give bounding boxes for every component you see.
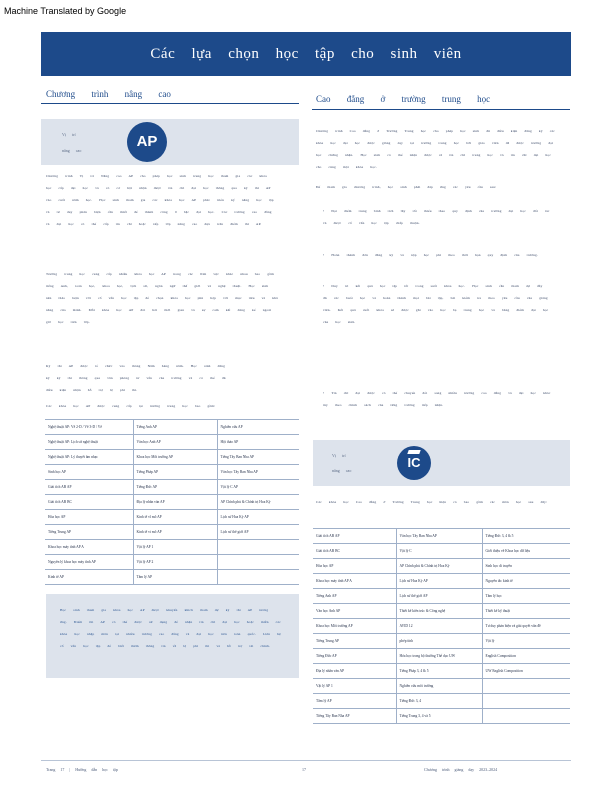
table-cell: AP Chính phủ & Chính trị Hoa Kỳ: [217, 495, 299, 510]
table-cell: Nguyên lý khoa học máy tính AP: [45, 555, 133, 570]
table-cell: Lịch sử thế giới AP: [396, 589, 482, 604]
table-cell: Vật lý AP 1: [313, 679, 396, 694]
table-cell: [482, 679, 570, 694]
table-cell: Vật lý AP 2: [133, 555, 217, 570]
ic-logo-text: IC: [407, 455, 421, 470]
ic-courses-table: [313, 528, 570, 724]
page-number: 17: [302, 767, 306, 772]
left-heading-rule: [41, 103, 299, 104]
table-cell: Địa lý nhân văn AP: [313, 664, 396, 679]
right-paragraph-1: Chương trình Cao đẳng ở Trường Trung học cho phép học sinh đủ điều kiện đăng ký các khóa học đại học được giảng dạy tại trường trung học bởi giáo viên đã được trường đại học chứng nhận. Học sinh có thể nhận được cả tín chỉ trung học và tín chỉ đại học cho cùng một khóa học.: [316, 129, 555, 169]
right-heading-rule: [312, 109, 570, 110]
table-cell: Thiết kế kỹ thuật: [482, 604, 570, 619]
table-cell: Tâm lý AP: [313, 694, 396, 709]
table-cell: Tiếng Đức AP: [313, 649, 396, 664]
table-row: [45, 450, 299, 465]
table-cell: [217, 555, 299, 570]
table-cell: Kinh tế vi mô AP: [133, 525, 217, 540]
table-row: [313, 679, 570, 694]
left-paragraph-2: Trường trung học cung cấp nhiều khóa học AP trong các lĩnh vực khác nhau bao gồm tiếng Anh, toán học, khoa học, lịch sử, ngôn ngữ thế giới và nghệ thuật. Học sinh nên thảo luận với cố vấn học tập để chọn khóa học phù hợp với mục tiêu và khả năng của mình. Mỗi khóa học AP đòi hỏi thời gian và sự cam kết đáng kể ngoài giờ học trên lớp.: [46, 272, 278, 324]
table-row: [45, 510, 299, 525]
table-cell: Kinh tế AP: [45, 570, 133, 585]
table-cell: Tư duy phản biện và giải quyết vấn đề: [482, 619, 570, 634]
table-row: [45, 570, 299, 585]
table-cell: Văn học Tây Ban Nha AP: [217, 465, 299, 480]
table-cell: Kinh tế vĩ mô AP: [133, 510, 217, 525]
table-cell: Hóa học AP: [313, 559, 396, 574]
table-cell: Lịch sử Hoa Kỳ AP: [396, 574, 482, 589]
ic-header-box: [313, 440, 570, 486]
table-row: [313, 664, 570, 679]
table-cell: [482, 694, 570, 709]
table-row: [45, 465, 299, 480]
table-row: [313, 589, 570, 604]
table-cell: Nguyên tắc kinh tế: [482, 574, 570, 589]
ic-box-label-2: nâng cao: [332, 468, 352, 473]
footer-right: Chương trình giảng dạy 2023–2024: [424, 767, 498, 772]
table-cell: Tiếng Trung AP: [313, 634, 396, 649]
table-cell: Tiếng Đức 3, 4 & 5: [482, 529, 570, 544]
page-title: Các lựa chọn học tập cho sinh viên: [41, 32, 571, 76]
table-cell: Khoa học Môi trường AP: [133, 450, 217, 465]
table-cell: Tiếng Trung AP: [45, 525, 133, 540]
table-cell: UW English Composition: [482, 664, 570, 679]
left-paragraph-3: Kỳ thi AP được tổ chức vào tháng Năm hàng năm. Học sinh đăng ký kỳ thi thông qua văn phòng tư vấn của trường và có thể đủ điều kiện nhận hỗ trợ lệ phí thi.: [46, 364, 226, 392]
table-cell: Tiếng Trung 3, 4 và 5: [396, 709, 482, 724]
table-cell: Tiếng Anh AP: [133, 420, 217, 435]
right-bullet-3: • Duy trì kết quả học tập tốt trong suốt khóa học. Học sinh cần tham dự đầy đủ các buổi học và hoàn thành mọi bài tập, bài kiểm tra theo yêu cầu của giảng viên. Kết quả cuối khóa sẽ được ghi vào học bạ trung học và bảng điểm đại học của học sinh.: [323, 284, 549, 324]
table-cell: Sinh học AP: [45, 465, 133, 480]
table-cell: Tiếng Đức 3, 4: [396, 694, 482, 709]
table-cell: Giải tích AB AP: [45, 480, 133, 495]
table-cell: Khoa học máy tính AP A: [313, 574, 396, 589]
table-cell: Tiếng Pháp 3, 4 & 5: [396, 664, 482, 679]
table-row: [45, 480, 299, 495]
table-cell: Giải tích AB BC: [45, 495, 133, 510]
table-cell: Địa lý nhân văn AP: [133, 495, 217, 510]
table-row: [45, 555, 299, 570]
table-cell: Nghệ thuật AP: Lịch sử nghệ thuật: [45, 435, 133, 450]
table-row: [45, 525, 299, 540]
ap-courses-table: [45, 419, 299, 585]
table-row: [45, 435, 299, 450]
table-cell: Lịch sử Hoa Kỳ AP: [217, 510, 299, 525]
ap-box-label-1: Vị trí: [62, 132, 76, 137]
table-row: [45, 540, 299, 555]
table-row: [45, 495, 299, 510]
table-row: [313, 529, 570, 544]
left-section-heading: Chương trình nâng cao: [46, 89, 171, 99]
table-cell: Vật lý AP 1: [133, 540, 217, 555]
table-cell: Khoa học Môi trường AP: [313, 619, 396, 634]
ap-box-label-2: nâng cao: [62, 148, 82, 153]
table-cell: AP Chính phủ & Chính trị Hoa Kỳ: [396, 559, 482, 574]
right-bullet-1: • Đạt điểm trung bình tích lũy tối thiểu theo quy định của trường đại học đối tác và được cố vấn học tập chấp thuận.: [323, 209, 550, 225]
table-row: [313, 574, 570, 589]
table-row: [313, 619, 570, 634]
table-cell: English Composition: [482, 649, 570, 664]
table-cell: Giải tích AB AP: [313, 529, 396, 544]
table-cell: Hóa học trong bộ thường Thể dục UW: [396, 649, 482, 664]
table-row: [313, 649, 570, 664]
table-cell: Tiếng Pháp AP: [133, 465, 217, 480]
left-paragraph-4: Các khóa học AP được cung cấp tại trường trung học bao gồm:: [46, 404, 216, 408]
table-cell: Tâm lý AP: [133, 570, 217, 585]
ap-logo-icon: AP: [127, 122, 167, 162]
right-bullet-4: • Tín chỉ đạt được có thể chuyển đổi sang nhiều trường cao đẳng và đại học khác tùy theo chính sách của từng trường tiếp nhận.: [323, 391, 551, 407]
ap-note-text: Học sinh tham gia khóa học AP được khuyến khích tham dự kỳ thi AP tương ứng. Điểm thi AP có thể được sử dụng để nhận tín chỉ đại học hoặc miễn các khóa học nhập môn tại nhiều trường cao đẳng và đại học trên toàn quốc. Liên hệ cố vấn học tập để biết thêm thông tin về lệ phí thi và hỗ trợ tài chính.: [60, 608, 281, 648]
table-cell: Lịch sử thế giới AP: [217, 525, 299, 540]
table-cell: phép tính: [396, 634, 482, 649]
table-row: [313, 604, 570, 619]
table-cell: Sinh học di truyền: [482, 559, 570, 574]
table-cell: Tiếng Anh AP: [313, 589, 396, 604]
table-row: [45, 420, 299, 435]
table-cell: Giải tích AB BC: [313, 544, 396, 559]
table-cell: Nghệ thuật AP: Vẽ 2-D / Vẽ 3-D / Vẽ: [45, 420, 133, 435]
table-row: [313, 694, 570, 709]
left-paragraph-1: Chương trình Vị trí Nâng cao AP cho phép học sinh trung học tham gia các khóa học cấp đại học và có cơ hội nhận được tín chỉ đại học thông qua kỳ thi AP vào cuối năm học. Học sinh tham gia các khóa học AP phát triển kỹ năng học tập và tư duy phản biện cần thiết để thành công ở bậc đại học. Các trường cao đẳng và đại học có thể cấp tín chỉ hoặc xếp lớp nâng cao dựa trên điểm thi AP.: [46, 174, 274, 226]
table-cell: Văn học Anh AP: [133, 435, 217, 450]
table-cell: Hóa học AP: [45, 510, 133, 525]
table-cell: Vật lý: [482, 634, 570, 649]
table-cell: [217, 570, 299, 585]
table-cell: Văn học Anh AP: [313, 604, 396, 619]
ic-logo-icon: [397, 446, 431, 480]
table-cell: Văn học Tây Ban Nha AP: [396, 529, 482, 544]
table-cell: Tiếng Tây Ban Nha AP: [313, 709, 396, 724]
right-paragraph-2: Để tham gia chương trình, học sinh phải đáp ứng các yêu cầu sau:: [316, 185, 497, 189]
table-cell: Thiết kế kiến trúc & Công nghệ: [396, 604, 482, 619]
table-row: [313, 709, 570, 724]
table-cell: Tâm lý học: [482, 589, 570, 604]
table-cell: Nghiên cứu AP: [217, 420, 299, 435]
table-cell: Nghiên cứu môi trường: [396, 679, 482, 694]
footer-rule: [41, 760, 571, 761]
table-row: [313, 634, 570, 649]
table-cell: Vật lý C AP: [217, 480, 299, 495]
right-section-heading: Cao đẳng ở trường trung học: [316, 94, 491, 104]
table-cell: AVID 12: [396, 619, 482, 634]
right-intro: Các khóa học Cao đẳng ở Trường Trung học hiện có bao gồm các môn học sau đây:: [316, 500, 548, 504]
table-cell: Vật lý C: [396, 544, 482, 559]
table-row: [313, 544, 570, 559]
table-cell: Tiếng Tây Ban Nha AP: [217, 450, 299, 465]
table-cell: Nghệ thuật AP: Lý thuyết âm nhạc: [45, 450, 133, 465]
footer-left: Trang 17 | Hướng dẫn học tập: [46, 767, 118, 772]
table-cell: [482, 709, 570, 724]
table-cell: Hội thảo AP: [217, 435, 299, 450]
table-cell: Khoa học máy tính AP A: [45, 540, 133, 555]
graduation-cap-icon: [407, 450, 420, 454]
table-cell: [217, 540, 299, 555]
right-bullet-2: • Hoàn thành đơn đăng ký và nộp học phí theo thời hạn quy định của trường.: [323, 253, 538, 257]
ic-box-label-1: Vị trí: [332, 453, 346, 458]
table-row: [313, 559, 570, 574]
table-cell: Tiếng Đức AP: [133, 480, 217, 495]
table-cell: Giới thiệu về Khoa học dữ liệu: [482, 544, 570, 559]
machine-translation-notice: Machine Translated by Google: [4, 6, 127, 16]
ap-header-box: [41, 119, 299, 165]
